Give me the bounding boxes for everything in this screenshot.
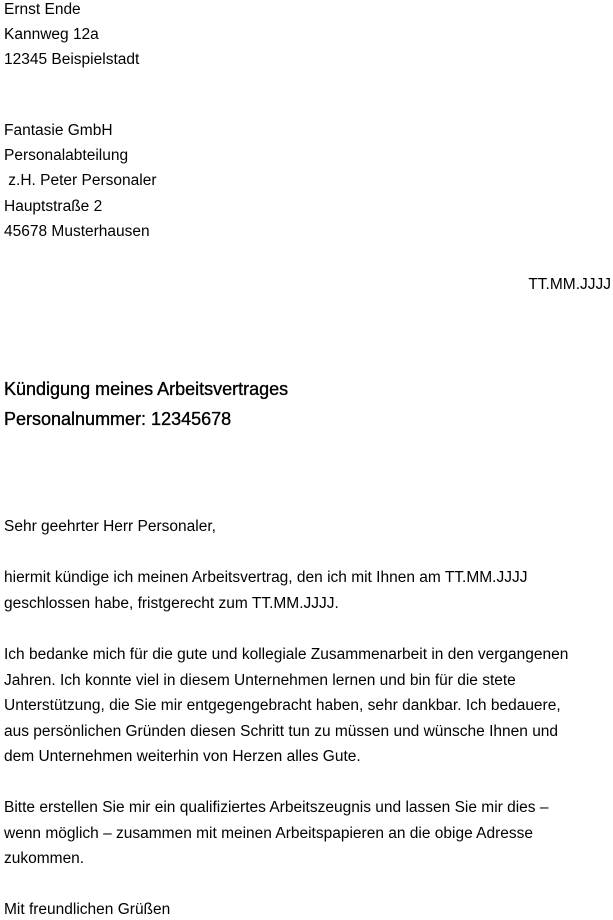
sender-city: 12345 Beispielstadt bbox=[4, 51, 140, 68]
paragraph-line: aus persönlichen Gründen diesen Schritt tun zu müssen und wünsche Ihnen und bbox=[4, 723, 559, 740]
sender-street: Kannweg 12a bbox=[4, 26, 99, 43]
recipient-attention: z.H. Peter Personaler bbox=[4, 172, 157, 189]
subject-line: Kündigung meines Arbeitsvertrages bbox=[4, 379, 289, 399]
closing: Mit freundlichen Grüßen bbox=[4, 901, 171, 918]
sender-name: Ernst Ende bbox=[4, 1, 81, 18]
paragraph-line: Ich bedanke mich für die gute und kollegiale Zusammenarbeit in den vergangenen bbox=[4, 646, 569, 663]
paragraph-line: hiermit kündige ich meinen Arbeitsvertrag, den ich mit Ihnen am TT.MM.JJJJ bbox=[4, 569, 528, 586]
recipient-street: Hauptstraße 2 bbox=[4, 198, 103, 215]
paragraph-line: Jahren. Ich konnte viel in diesem Unternehmen lernen und bin für die stete bbox=[4, 672, 516, 689]
paragraph-line: zukommen. bbox=[4, 850, 85, 867]
recipient-company: Fantasie GmbH bbox=[4, 122, 113, 139]
salutation: Sehr geehrter Herr Personaler, bbox=[4, 518, 216, 535]
paragraph-line: dem Unternehmen weiterhin von Herzen alles Gute. bbox=[4, 748, 361, 765]
letter-date: TT.MM.JJJJ bbox=[528, 276, 611, 293]
paragraph-line: wenn möglich – zusammen mit meinen Arbeitspapieren an die obige Adresse bbox=[4, 825, 534, 842]
recipient-city: 45678 Musterhausen bbox=[4, 223, 150, 240]
recipient-department: Personalabteilung bbox=[4, 147, 129, 164]
paragraph-line: geschlossen habe, fristgerecht zum TT.MM.JJJJ. bbox=[4, 595, 339, 612]
paragraph-line: Unterstützung, die Sie mir entgegengebracht haben, sehr dankbar. Ich bedauere, bbox=[4, 697, 561, 714]
paragraph-line: Bitte erstellen Sie mir ein qualifiziertes Arbeitszeugnis und lassen Sie mir dies – bbox=[4, 799, 549, 816]
personnel-number: Personalnummer: 12345678 bbox=[4, 409, 232, 429]
